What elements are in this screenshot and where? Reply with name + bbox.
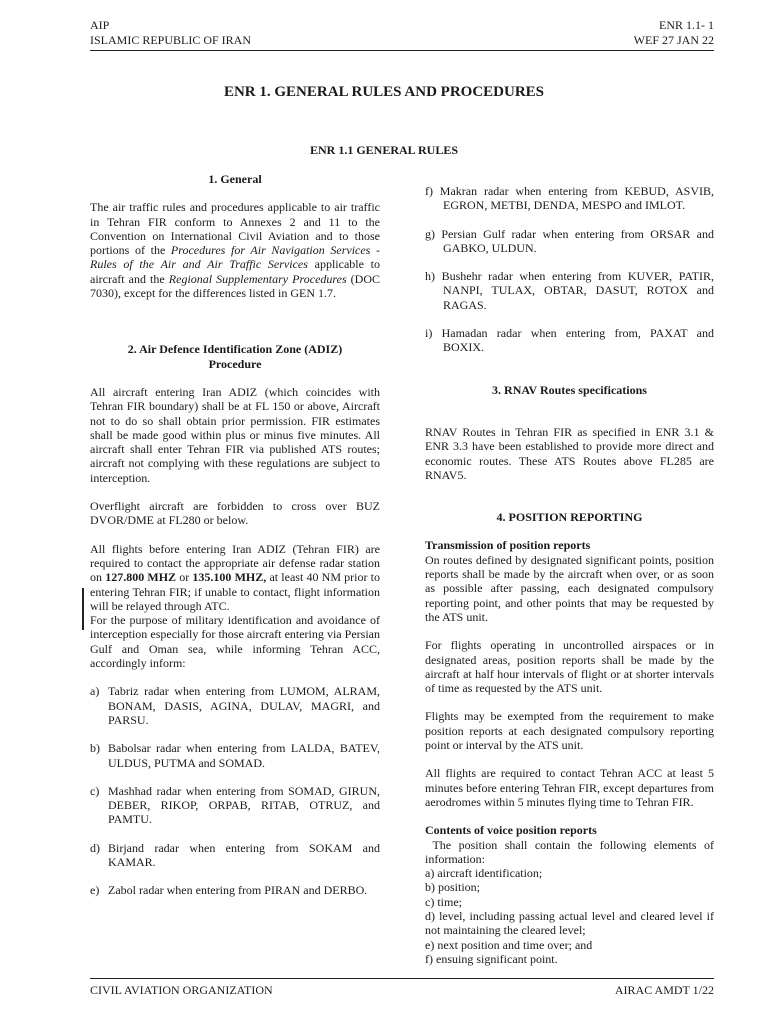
- page-footer: [90, 983, 714, 998]
- transmission-subheading: Transmission of position reports: [425, 538, 591, 553]
- list-item: e) Zabol radar when entering from PIRAN and DERBO.: [90, 883, 368, 898]
- list-item: c) time;: [425, 894, 462, 909]
- list-item: f) Makran radar when entering from KEBUD, ASVIB, EGRON, METBI, DENDA, MESPO and IMLOT.: [425, 184, 714, 213]
- section-4-heading: 4. POSITION REPORTING: [496, 510, 643, 525]
- list-item: h) Bushehr radar when entering from KUVER, PATIR, NANPI, TULAX, OBTAR, DASUT, ROTOX and RAGAS.: [425, 269, 714, 312]
- contents-subheading: Contents of voice position reports: [425, 823, 597, 838]
- header-rule: [90, 50, 714, 51]
- right-column: [425, 184, 717, 966]
- adiz-paragraph-1: All aircraft entering Iran ADIZ (which coincides with Tehran FIR boundary) shall be at FL 150 or above, Aircraft not to do so shall obtain prior permission. FIR estimates shall be made good within plus or minus five minutes. All aircraft shall enter Tehran FIR via published ATS routes; aircraft not complying with these regulations are subject to interception.: [90, 384, 380, 485]
- header-page-number: ENR 1.1- 1: [659, 18, 714, 32]
- footer-rule: [90, 978, 714, 979]
- list-item: d) Birjand radar when entering from SOKAM and KAMAR.: [90, 840, 380, 869]
- list-item: b) position;: [425, 880, 481, 895]
- section-3-heading: 3. RNAV Routes specifications: [492, 382, 647, 397]
- reporting-paragraph-1: On routes defined by designated significant points, position reports shall be made by the aircraft when over, or as soon as possible after passing, each designated compulsory reporting point, and other points that may be requested by the ATS unit.: [425, 552, 714, 624]
- header-publication: AIP: [90, 18, 110, 32]
- section-1-heading: 1. General: [208, 172, 262, 186]
- list-item: a) aircraft identification;: [425, 866, 543, 881]
- footer-organization: CIVIL AVIATION ORGANIZATION: [90, 983, 273, 997]
- rnav-paragraph: RNAV Routes in Tehran FIR as specified in ENR 3.1 & ENR 3.3 have been established to provide more direct and economic routes. These ATS Routes above FL285 are RNAV5.: [425, 424, 714, 482]
- reporting-paragraph-3: Flights may be exempted from the requirement to make position reports at each designated compulsory reporting point or interval by the ATS unit.: [425, 709, 714, 753]
- adiz-paragraph-3: All flights before entering Iran ADIZ (Tehran FIR) are required to contact the appropriate air defense radar station on 127.800 MHZ or 135.100 MHZ, at least 40 NM prior to entering Tehran FIR; if unable to contact, flight information will be relayed through ATC.: [90, 541, 381, 613]
- list-item: i) Hamadan radar when entering from, PAXAT and BOXIX.: [425, 326, 714, 355]
- section-1-paragraph: The air traffic rules and procedures applicable to air traffic in Tehran FIR conform to Annexes 2 and 11 to the Convention on International Civil Aviation and to those portions of the Procedures for Air Navigation Services - Rules of the Air and Air Traffic Services applicable to aircraft and the Regional Supplementary Procedures (DOC 7030), except for the differences listed in GEN 1.7.: [90, 200, 381, 301]
- list-item: b) Babolsar radar when entering from LALDA, BATEV, ULDUS, PUTMA and SOMAD.: [90, 741, 380, 770]
- contents-paragraph: The position shall contain the following elements of information:: [425, 837, 717, 866]
- footer-amendment: AIRAC AMDT 1/22: [614, 983, 714, 997]
- page-header: [90, 18, 714, 48]
- reporting-paragraph-4: All flights are required to contact Tehran ACC at least 5 minutes before entering Tehran FIR, except departures from aerodromes within 5 minutes flying time to Tehran FIR.: [425, 766, 714, 809]
- left-column: [90, 172, 380, 898]
- list-item: a) Tabriz radar when entering from LUMOM, ALRAM, BONAM, DASIS, AGINA, DULAV, MAGRI, and PARSU.: [90, 684, 380, 727]
- list-item: d) level, including passing actual level and cleared level if not maintaining the cleared level;: [425, 908, 714, 938]
- list-item: e) next position and time over; and: [425, 937, 593, 952]
- reporting-paragraph-2: For flights operating in uncontrolled airspaces or in designated areas, position reports shall be made by the aircraft at half hour intervals of flight or at shorter intervals of time as requested by the ATS unit.: [425, 638, 714, 696]
- adiz-paragraph-2: Overflight aircraft are forbidden to cross over BUZ DVOR/DME at FL280 or below.: [90, 499, 380, 528]
- adiz-paragraph-4: For the purpose of military identification and avoidance of interception especially for those aircraft entering via Persian Gulf and Oman sea, while informing Tehran ACC, accordingly inform:: [90, 613, 380, 671]
- list-item: g) Persian Gulf radar when entering from ORSAR and GABKO, ULDUN.: [425, 226, 714, 255]
- header-country: ISLAMIC REPUBLIC OF IRAN: [90, 33, 252, 47]
- header-effective-date: WEF 27 JAN 22: [633, 33, 714, 47]
- list-item: c) Mashhad radar when entering from SOMAD, GIRUN, DEBER, RIKOP, ORPAB, RITAB, OTRUZ, and PAMTU.: [90, 783, 380, 827]
- change-bar: [82, 588, 84, 630]
- list-item: f) ensuing significant point.: [425, 951, 558, 966]
- section-2-heading: 2. Air Defence Identification Zone (ADIZ) Procedure: [127, 342, 343, 371]
- section-title: ENR 1.1 GENERAL RULES: [309, 143, 459, 157]
- page-title: ENR 1. GENERAL RULES AND PROCEDURES: [223, 84, 545, 100]
